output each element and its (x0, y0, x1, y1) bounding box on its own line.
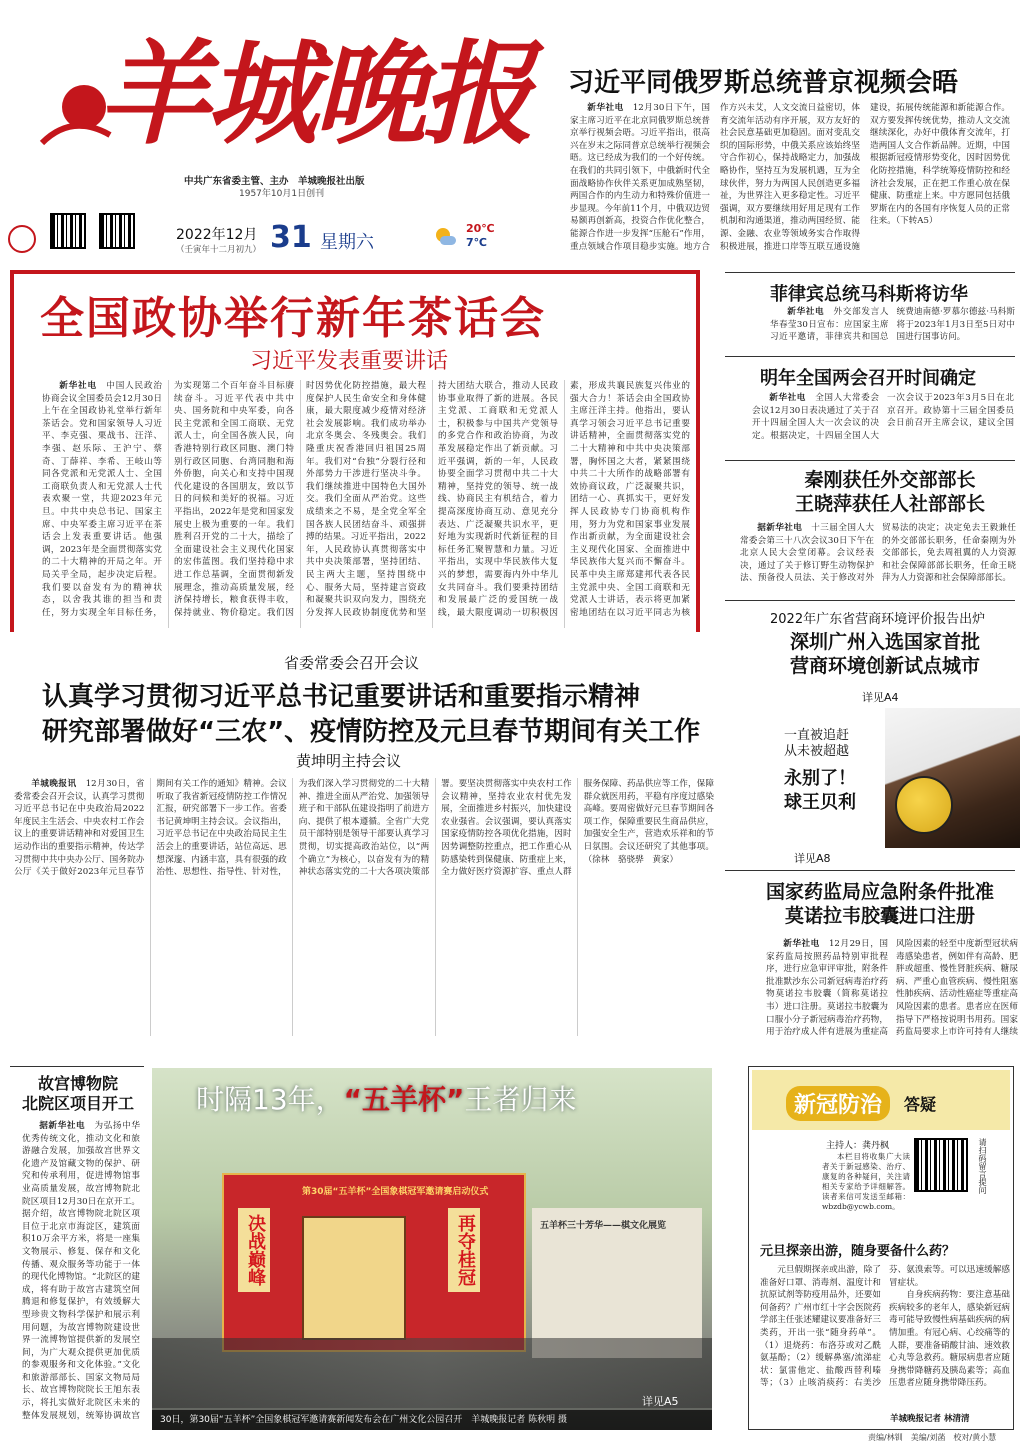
qa-answer-text: 自身疾病药物：要注意基础疾病较多的老年人，感染新冠病毒可能导致慢性病基础疾病的病情加重。有冠心病、心绞痛等的人群，要准备硝酸甘油、速效救心丸等急救药。糖尿病患者应随身携带降糖药及胰岛素等；高血压患者应随身携带降压药。 (889, 1290, 1010, 1389)
sponsor-line: 中共广东省委主管、主办 羊城晚报社出版 (184, 176, 365, 187)
scroll-left: 决战巅峰 (238, 1208, 270, 1292)
qr-code-icon (99, 213, 135, 249)
story-text: 全国人大常委会会议12月30日表决通过了关于召开十四届全国人大一次会议的决定。根据决定，十四届全国人大一次会议于2023年3月5日在北京召开。政协第十三届全国委员会日前召开主席会议，建议全国 (752, 393, 1014, 441)
scroll-right: 再夺桂冠 (448, 1208, 480, 1292)
palace-headline: 故宫博物院 北院区项目开工 (22, 1074, 135, 1113)
qr-code-icon (914, 1138, 968, 1192)
divider (10, 1066, 144, 1067)
temp-low: 7℃ (466, 236, 487, 249)
pele-photo (885, 708, 1020, 848)
drug-body (766, 938, 1018, 1046)
top-story-headline: 习近平同俄罗斯总统普京视频会晤 (568, 68, 959, 98)
divider (725, 600, 1015, 601)
pele-tagline: 从未被超越 (784, 744, 850, 759)
provincial-headline: 研究部署做好“三农”、疫情防控及元旦春节期间有关工作 (42, 717, 701, 747)
qa-title: 新冠防治 (786, 1086, 890, 1121)
qa-answer (760, 1264, 1010, 1404)
palace-body (22, 1120, 140, 1420)
source-tag: 新华社电 (769, 393, 806, 403)
temp-high: 20℃ (466, 222, 495, 235)
sidebar-body (752, 392, 1014, 450)
source-tag: 据新华社电 (757, 523, 803, 533)
sidebar-headline: 菲律宾总统马科斯将访华 (770, 284, 968, 305)
qr-code-icon (50, 213, 86, 249)
see-also-link[interactable]: 详见A8 (794, 852, 831, 865)
photo-caption: 30日，第30届“五羊杯”全国象棋冠军邀请赛新闻发布会在广州文化公园召开 羊城晚报记者 陈秋明 摄 (152, 1410, 712, 1430)
qa-title-suffix: 答疑 (904, 1095, 937, 1114)
divider (725, 870, 1015, 871)
sidebar-headline: 秦刚获任外交部部长 王晓萍获任人社部部长 (794, 469, 985, 515)
provincial-body (14, 778, 714, 1036)
divider (725, 272, 1015, 273)
footer-credits: 责编/林钏 美编/刘菡 校对/黄小慧 (868, 1433, 997, 1442)
story-text: 十三届全国人大常委会第三十八次会议30日下午在北京人民大会堂闭幕。会议经表决，通过了关于修订野生动物保护法、预备役人员法、关于修改对外贸易法的决定；决定免去王毅兼任的外交部部长职务，任命秦刚为外交部部长，免去周祖翼的人力资源和社会保障部部长职务，任命王晓萍为人力资源和社会保障部部长。 (740, 523, 1016, 584)
qa-intro-text: 本栏目将收集广大读者关于新冠感染、治疗、康复的各种疑问，关注请相关专家给予详细解答。读者来信可发送至邮箱：wbzdb@ycwb.com。 (822, 1152, 910, 1211)
sun-cloud-icon (434, 228, 456, 246)
credit: （徐林 骆骁骅 黄家） (583, 854, 679, 865)
qa-credit: 羊城晚报记者 林清清 (890, 1414, 970, 1424)
sidebar-body (770, 306, 1015, 346)
date-day: 31 (270, 220, 312, 255)
story-text: 为弘扬中华优秀传统文化，推动文化和旅游融合发展，加强故宫世界文化遗产及馆藏文物的保护、研究和传承利用，促进博物馆事业高质量发展，故宫博物院北院区项目12月30日在京开工。据介绍，故宫博物院北院区项目位于北京市海淀区，建筑面积10万余平方米，将是一座集文物展示、修复、保存和文化传播、观众服务等功能于一体的现代化博物馆。“北院区的建成，将有助于故宫古建筑空间腾退和修复保护，有效缓解大型珍贵文物科学保护和展示利用问题，为故宫博物院建设世界一流博物馆提供新的发展空间，为广大观众提供更加优质的参观服务和文化体验。”文化和旅游部部长、国家文物局局长、故宫博物院院长王旭东表示，将扎实做好北院区未来的整体发展规划，统筹协调故宫 (22, 1121, 140, 1420)
source-tag: 据新华社电 (39, 1121, 86, 1131)
lead-subhead: 习近平发表重要讲话 (250, 349, 449, 374)
see-also-link[interactable]: 详见A4 (862, 691, 899, 704)
sidebar-headline: 明年全国两会召开时间确定 (760, 368, 976, 389)
source-tag: 新华社电 (59, 381, 97, 391)
audience-group (152, 1338, 712, 1408)
see-also-link[interactable]: 详见A5 (642, 1395, 679, 1408)
feature-photo (152, 1068, 712, 1430)
source-tag: 新华社电 (587, 103, 624, 113)
exhibit-title: 五羊杯三十芳华——棋文化展览 (540, 1221, 667, 1231)
qa-question: 元旦探亲出游，随身要备什么药？ (760, 1244, 956, 1259)
provincial-headline: 认真学习贯彻习近平总书记重要讲话和重要指示精神 (42, 682, 641, 712)
masthead (14, 18, 564, 228)
weekday: 星期六 (320, 232, 374, 253)
newspaper-name: 羊城晚报 (98, 29, 530, 160)
story-text: 12月29日，国家药监局按照药品特别审批程序，进行应急审评审批，附条件批准默沙东公司新冠病毒治疗药物莫诺拉韦胶囊（简称莫诺拉韦）进口注册。莫诺拉韦胶囊为口服小分子新冠病毒治疗药物，用于治疗成人伴有进展为重症高风险因素的轻至中度新型冠状病毒感染患者，例如伴有高龄、肥胖或超重、慢性肾脏疾病、糖尿病、严重心血管疾病、慢性阻塞性肺疾病、活动性癌症等重症高风险因素的患者。患者应在医师指导下严格按说明书用药。国家药监局要求上市许可持有人继续 (766, 939, 1018, 1038)
top-story-body (570, 102, 1010, 272)
qa-host: 主持人：龚丹枫 (826, 1141, 890, 1151)
business-headline: 深圳广州入选国家首批 营商环境创新试点城市 (789, 631, 980, 677)
provincial-kicker: 省委常委会召开会议 (284, 654, 420, 672)
sidebar-body (740, 522, 1016, 592)
lead-headline: 全国政协举行新年茶话会 (40, 293, 546, 344)
banner-text: 第30届“五羊杯”全国象棋冠军邀请赛启动仪式 (302, 1187, 489, 1197)
badge-icon (8, 225, 36, 253)
lead-story-body (42, 380, 690, 628)
pele-tagline: 一直被追赶 (784, 728, 850, 743)
feature-headline: 时隔13年，“五羊杯”王者归来 (196, 1083, 577, 1116)
founded-line: 1957年10月1日创刊 (239, 189, 325, 199)
continue-tag: （下转A5） (895, 216, 938, 227)
pele-headline: 永别了！ (784, 768, 856, 789)
source-tag: 新华社电 (783, 939, 820, 949)
source-tag: 新华社电 (787, 307, 825, 317)
source-tag: 羊城晚报讯 (31, 779, 77, 789)
date-month: 2022年12月 (176, 227, 258, 243)
qa-answer-text: 元旦假期探亲或出游，除了准备好口罩、消毒剂、温度计和抗原试剂等防疫用品外，还要如何备药？广州市红十字会医院药学部主任张述耀建议要准备好三类药，开出一张“随身药单”。（1）退烧药：布洛芬或对乙酰氨基酚；（2）缓解鼻塞/流涕症状：氯雷他定、盐酸西替利嗪等；（3）止咳消痰药：右美沙芬、氨溴索等。可以迅速缓解感冒症状。 (760, 1265, 1010, 1389)
drug-headline: 国家药监局应急附条件批准 莫诺拉韦胶囊进口注册 (765, 881, 994, 927)
lunar-date: （壬寅年十二月初九） (176, 245, 262, 255)
chess-board (302, 1216, 406, 1340)
divider (725, 460, 1015, 461)
story-text: 外交部发言人华春莹30日宣布：应国家主席习近平邀请，菲律宾共和国总统费迪南德·罗慕尔德兹·马科斯将于2023年1月3日至5日对中国进行国事访问。 (770, 307, 1015, 343)
story-text: 12月30日下午，国家主席习近平在北京同俄罗斯总统普京举行视频会晤。习近平指出，很高兴在岁末之际同普京总统举行视频会晤。这已经成为我们的一个好传统。在我们的共同引领下，中俄新时代全面战略协作伙伴关系更加成熟坚韧，两国合作的内生动力和特殊价值进一步显现。今年前11个月，中俄双边贸易额再创新高，投资合作优化整合，能源合作进一步发挥“压舱石”作用，重点领域合作项目稳步实施。地方合作方兴未艾，人文交流日益密切，体育交流年活动有序开展，双方友好的社会民意基础更加稳固。面对变乱交织的国际形势，中俄关系应该始终坚守合作初心，保持战略定力，加强战略协作，坚持互为发展机遇，互为全球伙伴，努力为两国人民创造更多福祉，为世界注入更多稳定性。习近平强调，双方要继续用好用足现有工作机制和沟通渠道，推动两国经贸、能源、金融、农业等领域务实合作取得积极进展，推进口岸等互联互通设施建设，拓展传统能源和新能源合作。双方要发挥传统优势，推动人文交流继续深化，办好中俄体育交流年，打造两国人文合作新品牌。近期，中国根据新冠疫情形势变化，因时因势优化防控措施，科学统筹疫情防控和经济社会发展，正在把工作重心放在保健康、防重症上来。中方愿同包括俄罗斯在内的各国有序恢复人员的正常往来。 (570, 103, 1010, 252)
divider (725, 356, 1015, 357)
qa-intro (822, 1152, 910, 1222)
pele-headline: 球王贝利 (784, 792, 856, 813)
story-text: 中国人民政治协商会议全国委员会12月30日上午在全国政协礼堂举行新年茶话会。党和国家领导人习近平、李克强、栗战书、汪洋、李强、赵乐际、王沪宁、蔡奇、丁薛祥、李希、王岐山等同各党派和无党派人士、全国工商联负责人和无党派人士代表欢聚一堂，共迎2023年元旦。中共中央总书记、国家主席、中央军委主席习近平在茶话会上发表重要讲话。他强调，2023年是全面贯彻落实党的二十大精神的开局之年。开局关乎全局，起步决定后程。我们要以奋发有为的精神状态，以舍我其谁的担当和责任，努力实现全年目标任务，为实现第二个百年奋斗目标赓续奋斗。习近平代表中共中央、国务院和中央军委，向各民主党派和全国工商联、无党派人士，向全国各族人民，向香港特别行政区同胞、澳门特别行政区同胞、台湾同胞和海外侨胞，向关心和支持中国现代化建设的各国朋友，致以节日的问候和美好的祝福。习近平指出，2022年是党和国家发展史上极为重要的一年。我们胜利召开党的二十大，描绘了全面建设社会主义现代化国家的宏伟蓝图。我们坚持稳中求进工作总基调，全面贯彻新发展理念，推动高质量发展，经济保持增长，粮食获得丰收，保持就业、物价稳定。我们因时因势优化防控措施，最大程度保护人民生命安全和身体健康，最大限度减少疫情对经济社会发展影响。我们成功举办北京冬奥会、冬残奥会。我们隆重庆祝香港回归祖国25周年。我们对“台独”分裂行径和外部势力干涉进行坚决斗争。我们继续推进中国特色大国外交。我们全面从严治党。这些成绩来之不易，是全党全军全国各族人民团结奋斗、顽强拼搏的结果。习近平指出，2022年，人民政协认真贯彻落实中共中央决策部署，坚持团结、民主两大主题，坚持围绕中心、服务大局，坚持建言资政和凝聚共识双向发力，围绕充分发挥人民政协制度优势和坚持大团结大联合，推动人民政协事业取得了新的进展。各民主党派、工商联和无党派人士，积极参与中国共产党领导的多党合作和政治协商，为改革发展稳定作出了新贡献。习近平强调，新的一年，人民政协要全面学习贯彻中共二十大精神，坚持党的领导、统一战线、协商民主有机结合，着力提高深度协商互动、意见充分表达、广泛凝聚共识水平，更好地为实现新时代新征程的目标任务汇聚智慧和力量。习近平指出，实现中华民族伟大复兴的梦想，需要海内外中华儿女共同奋斗。我们要秉持团结和发展最广泛的爱国统一战线，最大限度调动一切积极因素，形成共襄民族复兴伟业的强大合力！茶话会由全国政协主席汪洋主持。他指出，要认真学习领会习近平总书记重要讲话精神，全面贯彻落实党的二十大精神和中共中央决策部署，胸怀国之大者，紧紧围绕中共二十大所作的战略部署有效协商议政，广泛凝聚共识，团结一心、真抓实干，更好发挥人民政协专门协商机构作用，努力为党和国家事业发展作出新贡献，为全面建设社会主义现代化国家、全面推进中华民族伟大复兴而不懈奋斗。民革中央主席郑建邦代表各民主党派中央、全国工商联和无党派人士讲话，表示将更加紧密地团结在以习近平同志为核 (42, 381, 690, 618)
business-kicker: 2022年广东省营商环境评价报告出炉 (770, 612, 986, 627)
story-text: 12月30日，省委常委会召开会议，认真学习贯彻习近平总书记在中央政治局2022年度民主生活会、中央农村工作会议上的重要讲话精神和对爱国卫生运动作出的重要指示精神，传达学习贯彻中共中央办公厅、国务院办公厅《关于做好2023年元旦春节期间有关工作的通知》精神。会议听取了我省新冠疫情防控工作情况汇报，研究部署下一步工作。省委书记黄坤明主持会议。会议指出，习近平总书记在中央政治局民主生活会上的重要讲话，站位高远、思想深邃、内涵丰富，具有很强的政治性、思想性、指导性、针对性，为我们深入学习贯彻党的二十大精神、推进全面从严治党、加强领导班子和干部队伍建设指明了前进方向、提供了根本遵循。全省广大党员干部特别是领导干部要认真学习贯彻，切实提高政治站位，以“两个确立”为核心，以奋发有为的精神状态落实党的二十大各项决策部署。要坚决贯彻落实中央农村工作会议精神，坚持农业农村优先发展，全面推进乡村振兴，加快建设农业强省。会议强调，要认真落实国家疫情防控各项优化措施，因时因势调整防控重点，把工作重心从防感染转到保健康、防重症上来，全力做好医疗资源扩容、重点人群服务保障、药品供应等工作，保障群众就医用药，平稳有序度过感染高峰。要周密做好元旦春节期间各项工作，保障重要民生商品供应，加强安全生产，营造欢乐祥和的节日氛围。会议还研究了其他事项。 (14, 779, 714, 878)
provincial-subhead: 黄坤明主持会议 (296, 752, 402, 770)
qa-side-note: 请扫码留言提问 (978, 1138, 987, 1194)
